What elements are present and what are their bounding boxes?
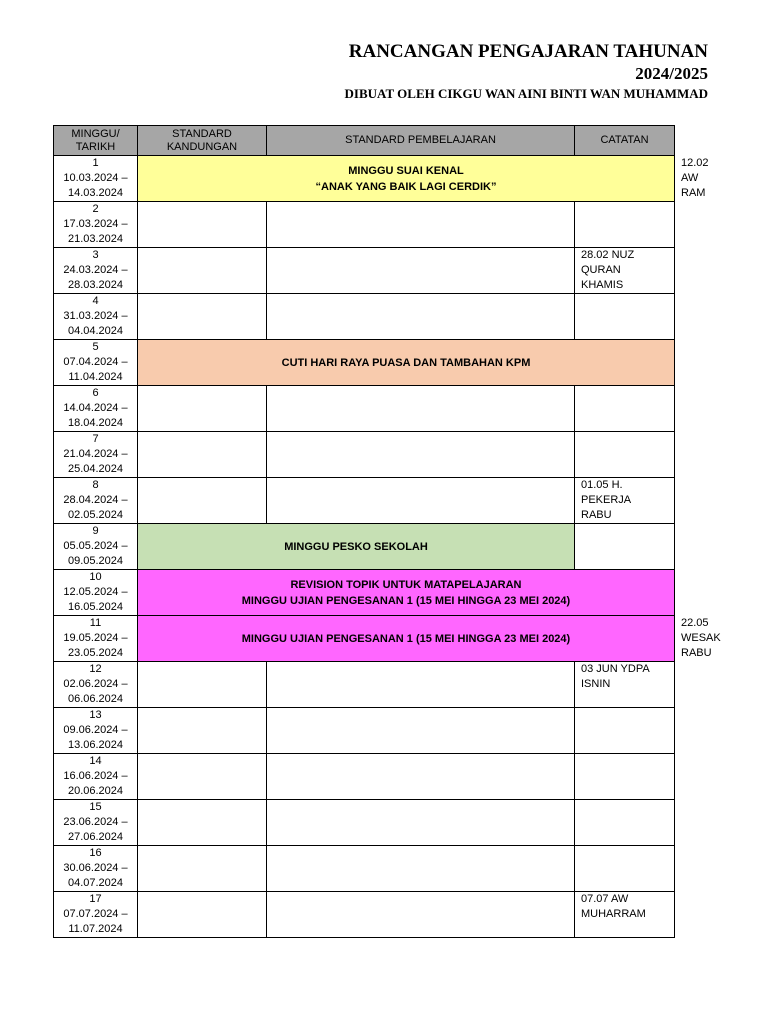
catatan-cell xyxy=(575,754,675,800)
week-cell xyxy=(54,202,138,248)
catatan-line: 03 JUN YDPA xyxy=(581,663,650,675)
week-cell xyxy=(54,846,138,892)
standard-pembelajaran-cell xyxy=(267,386,575,432)
catatan-cell xyxy=(575,432,675,478)
header-catatan: CATATAN xyxy=(575,126,675,156)
table-row xyxy=(54,248,675,294)
catatan-line: MUHARRAM xyxy=(581,908,646,920)
week-start-date: 07.04.2024 – xyxy=(63,356,128,368)
table-row: 1 10.03.2024 – 14.03.2024 MINGGU SUAI KENAL “ANAK YANG BAIK LAGI CERDIK” 12.02 AW RAM xyxy=(54,156,675,202)
week-number: 12 xyxy=(89,663,102,675)
week-cell xyxy=(54,524,138,570)
document-header xyxy=(345,40,708,104)
week-number: 4 xyxy=(92,295,99,307)
week-start-date: 05.05.2024 – xyxy=(63,540,128,552)
week-end-date: 02.05.2024 xyxy=(67,509,124,521)
standard-pembelajaran-cell xyxy=(267,754,575,800)
catatan-cell xyxy=(575,800,675,846)
table-row xyxy=(54,478,675,524)
catatan-line: KHAMIS xyxy=(581,279,624,291)
week-number: 3 xyxy=(92,249,99,261)
catatan-line: RABU xyxy=(581,509,612,521)
catatan-line: 07.07 AW xyxy=(581,893,629,905)
catatan-cell xyxy=(575,708,675,754)
table-row xyxy=(54,524,675,570)
week-number: 9 xyxy=(92,525,99,537)
table-row xyxy=(54,708,675,754)
week-end-date: 28.03.2024 xyxy=(67,279,124,291)
table-row xyxy=(54,892,675,938)
event-label: MINGGU SUAI KENAL xyxy=(348,164,464,177)
yearly-plan-table xyxy=(53,125,721,938)
standard-pembelajaran-cell xyxy=(267,202,575,248)
week-start-date: 24.03.2024 – xyxy=(63,264,128,276)
standard-kandungan-cell xyxy=(138,386,267,432)
standard-pembelajaran-cell xyxy=(267,892,575,938)
document-author: DIBUAT OLEH CIKGU WAN AINI BINTI WAN MUHAMMAD xyxy=(344,86,708,101)
event-label: CUTI HARI RAYA PUASA DAN TAMBAHAN KPM xyxy=(281,356,531,369)
table-row xyxy=(54,202,675,248)
table-row xyxy=(54,754,675,800)
week-start-date: 10.03.2024 – xyxy=(63,172,128,184)
week-number: 7 xyxy=(92,433,99,445)
week-cell xyxy=(54,478,138,524)
week-cell xyxy=(54,248,138,294)
week-start-date: 21.04.2024 – xyxy=(63,448,128,460)
standard-kandungan-cell xyxy=(138,432,267,478)
week-start-date: 31.03.2024 – xyxy=(63,310,128,322)
standard-kandungan-cell xyxy=(138,708,267,754)
standard-pembelajaran-cell xyxy=(267,478,575,524)
week-start-date: 09.06.2024 – xyxy=(63,724,128,736)
week-end-date: 09.05.2024 xyxy=(67,555,124,567)
catatan-cell xyxy=(575,846,675,892)
catatan-cell xyxy=(575,892,675,938)
event-cell xyxy=(138,524,575,570)
event-label: “ANAK YANG BAIK LAGI CERDIK” xyxy=(315,180,497,193)
week-end-date: 14.03.2024 xyxy=(67,187,124,199)
table-row xyxy=(54,846,675,892)
standard-pembelajaran-cell xyxy=(267,432,575,478)
event-cell xyxy=(138,340,675,386)
week-end-date: 20.06.2024 xyxy=(67,785,124,797)
event-cell xyxy=(138,156,675,202)
week-end-date: 13.06.2024 xyxy=(67,739,124,751)
week-end-date: 04.07.2024 xyxy=(67,877,124,889)
catatan-cell xyxy=(575,524,675,570)
week-cell xyxy=(54,432,138,478)
week-end-date: 04.04.2024 xyxy=(67,325,124,337)
week-start-date: 12.05.2024 – xyxy=(63,586,128,598)
standard-kandungan-cell xyxy=(138,248,267,294)
table-row xyxy=(54,340,675,386)
standard-pembelajaran-cell xyxy=(267,662,575,708)
week-end-date: 23.05.2024 xyxy=(67,647,124,659)
week-start-date: 19.05.2024 – xyxy=(63,632,128,644)
week-cell xyxy=(54,708,138,754)
week-start-date: 23.06.2024 – xyxy=(63,816,128,828)
week-end-date: 27.06.2024 xyxy=(67,831,124,843)
catatan-cell xyxy=(575,386,675,432)
week-number: 16 xyxy=(89,847,102,859)
event-cell xyxy=(138,570,675,616)
week-end-date: 11.04.2024 xyxy=(68,371,123,383)
catatan-cell xyxy=(575,478,675,524)
standard-pembelajaran-cell xyxy=(267,294,575,340)
standard-pembelajaran-cell xyxy=(267,800,575,846)
standard-kandungan-cell xyxy=(138,754,267,800)
week-cell xyxy=(54,800,138,846)
week-number: 1 xyxy=(92,157,99,169)
standard-kandungan-cell xyxy=(138,202,267,248)
table-row xyxy=(54,386,675,432)
week-cell xyxy=(54,294,138,340)
week-number: 10 xyxy=(89,571,102,583)
header-standard-pembelajaran: STANDARD PEMBELAJARAN xyxy=(267,126,575,156)
standard-kandungan-cell xyxy=(138,294,267,340)
week-number: 15 xyxy=(89,801,102,813)
week-number: 14 xyxy=(89,755,102,767)
table-row xyxy=(54,570,675,616)
week-cell xyxy=(54,570,138,616)
week-cell xyxy=(54,662,138,708)
week-number: 13 xyxy=(89,709,102,721)
week-number: 5 xyxy=(92,341,99,353)
table-body xyxy=(54,156,721,938)
week-cell xyxy=(54,156,138,202)
table-row: 11 19.05.2024 – 23.05.2024 MINGGU UJIAN PENGESANAN 1 (15 MEI HINGGA 23 MEI 2024) 22.05 WESAK RABU xyxy=(54,616,675,662)
catatan-line: 01.05 H. xyxy=(581,479,623,491)
standard-kandungan-cell xyxy=(138,892,267,938)
week-end-date: 06.06.2024 xyxy=(67,693,124,705)
table-row xyxy=(54,294,675,340)
week-number: 17 xyxy=(89,893,102,905)
week-cell xyxy=(54,892,138,938)
event-cell xyxy=(138,616,675,662)
table-row xyxy=(54,432,675,478)
standard-kandungan-cell xyxy=(138,800,267,846)
standard-pembelajaran-cell xyxy=(267,248,575,294)
table-row xyxy=(54,662,675,708)
week-number: 2 xyxy=(92,203,99,215)
week-end-date: 11.07.2024 xyxy=(68,923,123,935)
week-end-date: 18.04.2024 xyxy=(67,417,124,429)
standard-kandungan-cell xyxy=(138,846,267,892)
week-cell xyxy=(54,386,138,432)
week-end-date: 16.05.2024 xyxy=(67,601,124,613)
event-label: MINGGU UJIAN PENGESANAN 1 (15 MEI HINGGA 23 MEI 2024) xyxy=(241,632,571,645)
week-cell xyxy=(54,754,138,800)
table-row xyxy=(54,800,675,846)
catatan-cell xyxy=(575,294,675,340)
catatan-cell xyxy=(575,248,675,294)
week-end-date: 25.04.2024 xyxy=(67,463,124,475)
week-number: 6 xyxy=(92,387,99,399)
standard-kandungan-cell xyxy=(138,478,267,524)
catatan-line: 28.02 NUZ xyxy=(581,249,635,261)
week-number: 11 xyxy=(89,617,102,629)
week-start-date: 28.04.2024 – xyxy=(63,494,128,506)
event-label: MINGGU UJIAN PENGESANAN 1 (15 MEI HINGGA 23 MEI 2024) xyxy=(241,594,571,607)
document-title: RANCANGAN PENGAJARAN TAHUNAN xyxy=(348,41,708,62)
week-number: 8 xyxy=(92,479,99,491)
week-start-date: 02.06.2024 – xyxy=(63,678,128,690)
week-start-date: 07.07.2024 – xyxy=(63,908,128,920)
catatan-line: ISNIN xyxy=(581,678,611,690)
week-start-date: 16.06.2024 – xyxy=(63,770,128,782)
week-start-date: 14.04.2024 – xyxy=(63,402,128,414)
document-year: 2024/2025 xyxy=(635,64,708,83)
week-start-date: 30.06.2024 – xyxy=(63,862,128,874)
event-label: MINGGU PESKO SEKOLAH xyxy=(284,540,428,553)
table-header-row xyxy=(54,126,675,156)
event-label: REVISION TOPIK UNTUK MATAPELAJARAN xyxy=(290,578,522,591)
catatan-cell xyxy=(575,662,675,708)
catatan-line: QURAN xyxy=(581,264,621,276)
week-start-date: 17.03.2024 – xyxy=(63,218,128,230)
standard-pembelajaran-cell xyxy=(267,708,575,754)
week-cell xyxy=(54,616,138,662)
week-cell xyxy=(54,340,138,386)
catatan-line: PEKERJA xyxy=(581,494,632,506)
standard-pembelajaran-cell xyxy=(267,846,575,892)
header-standard-kandungan: STANDARD KANDUNGAN xyxy=(138,126,267,156)
standard-kandungan-cell xyxy=(138,662,267,708)
week-end-date: 21.03.2024 xyxy=(67,233,124,245)
catatan-cell xyxy=(575,202,675,248)
header-week: MINGGU/ TARIKH xyxy=(54,126,138,156)
